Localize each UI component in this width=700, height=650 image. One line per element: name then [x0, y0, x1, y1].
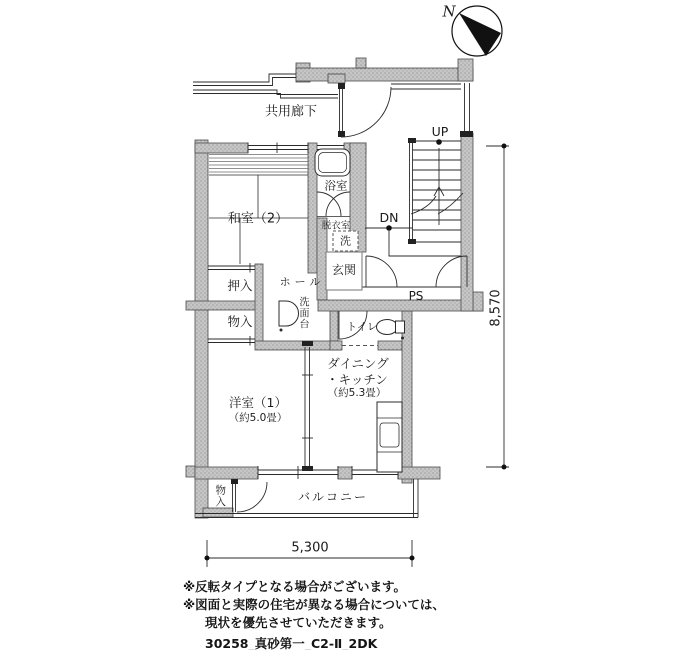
- tatami-lines: [209, 155, 308, 265]
- ps-label: PS: [408, 289, 424, 303]
- room-label-monoire: 物入: [227, 313, 253, 329]
- toilet-icon: [377, 320, 405, 340]
- entrance-door-arc: [341, 87, 391, 137]
- north-label: N: [442, 2, 456, 21]
- room-label-balcony: バルコニー: [297, 490, 369, 504]
- room-label-genkan: 玄関: [331, 263, 357, 277]
- room-label-dressing: 脱衣室: [321, 220, 351, 232]
- bathtub-icon: [315, 149, 350, 176]
- note-line-3: 現状を優先させていただきます。: [205, 615, 392, 630]
- room-label-western: 洋室（1）: [229, 394, 287, 410]
- room-label-bath: 浴室: [324, 178, 348, 193]
- room-label-hall: ホール: [279, 275, 325, 289]
- room-label-dk-1: ダイニング: [327, 355, 389, 371]
- stairs-up-label: UP: [431, 123, 449, 139]
- stairs-icon: [362, 141, 463, 287]
- room-label-western-size: （約5.0畳）: [228, 411, 288, 424]
- plan-id: 30258_真砂第一_C2-Ⅱ_2DK: [205, 636, 378, 650]
- dimension-width-value: 5,300: [291, 540, 329, 556]
- room-label-corridor: 共用廊下: [264, 104, 318, 120]
- washbasin-icon: [279, 301, 299, 332]
- dimension-height-value: 8,570: [488, 289, 504, 327]
- room-label-oshiire: 押入: [227, 277, 253, 293]
- laundry-label: 洗: [340, 234, 351, 248]
- room-label-dk-2: ・キッチン: [326, 371, 388, 387]
- note-line-1: ※反転タイプとなる場合がございます。: [183, 579, 407, 594]
- room-label-toilet: トイレ: [346, 320, 378, 333]
- note-line-2: ※図面と実際の住宅が異なる場合については、: [183, 597, 445, 612]
- kitchen-counter-icon: [377, 402, 402, 472]
- stairs-dn-label: DN: [379, 209, 399, 225]
- balcony-storage-label: 物入: [214, 484, 227, 508]
- north-arrow-icon: [452, 6, 502, 56]
- room-label-washitsu: 和室（2）: [227, 211, 289, 227]
- washbasin-label: 洗面台: [297, 296, 308, 330]
- room-label-dk-size: （約5.3畳）: [327, 386, 387, 399]
